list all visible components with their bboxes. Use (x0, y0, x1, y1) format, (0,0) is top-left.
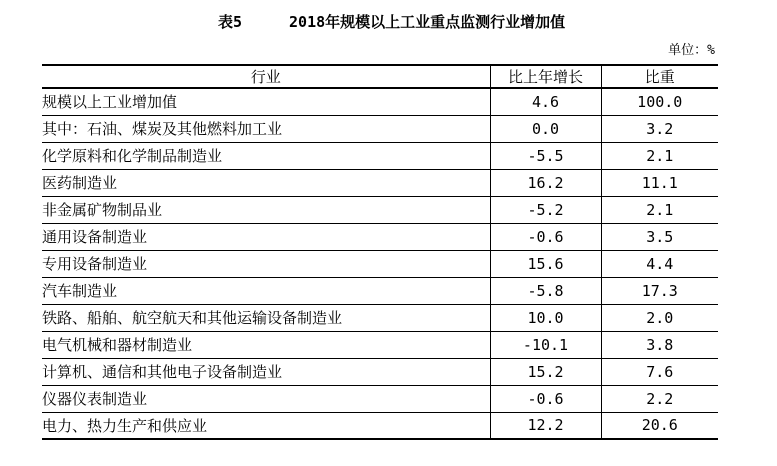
share-cell: 3.5 (601, 223, 718, 250)
industry-cell: 汽车制造业 (42, 277, 490, 304)
industry-cell: 铁路、船舶、航空航天和其他运输设备制造业 (42, 304, 490, 331)
share-cell: 3.2 (601, 115, 718, 142)
table-row (42, 304, 718, 331)
share-cell: 2.1 (601, 142, 718, 169)
table-row (42, 88, 718, 115)
growth-cell: -5.2 (490, 196, 601, 223)
col-header-industry: 行业 (42, 65, 490, 88)
growth-cell: 12.2 (490, 412, 601, 439)
industry-cell: 通用设备制造业 (42, 223, 490, 250)
share-cell: 100.0 (601, 88, 718, 115)
table-row (42, 223, 718, 250)
table-row (42, 250, 718, 277)
table-row (42, 277, 718, 304)
share-cell: 20.6 (601, 412, 718, 439)
growth-cell: 15.6 (490, 250, 601, 277)
table-title: 2018年规模以上工业重点监测行业增加值 (289, 13, 566, 31)
industry-cell: 医药制造业 (42, 169, 490, 196)
col-header-share: 比重 (601, 65, 718, 88)
industry-cell: 规模以上工业增加值 (42, 88, 490, 115)
table-row (42, 169, 718, 196)
table-row (42, 331, 718, 358)
growth-cell: -5.8 (490, 277, 601, 304)
header-row (42, 65, 718, 88)
industry-table (42, 64, 718, 440)
share-cell: 3.8 (601, 331, 718, 358)
share-cell: 2.0 (601, 304, 718, 331)
table-row (42, 142, 718, 169)
growth-cell: -0.6 (490, 223, 601, 250)
industry-cell: 专用设备制造业 (42, 250, 490, 277)
unit-row (0, 39, 717, 58)
share-cell: 11.1 (601, 169, 718, 196)
table-row (42, 385, 718, 412)
table-number: 表5 (218, 13, 243, 31)
share-cell: 2.2 (601, 385, 718, 412)
industry-cell: 非金属矿物制品业 (42, 196, 490, 223)
growth-cell: 16.2 (490, 169, 601, 196)
table-row (42, 412, 718, 439)
share-cell: 7.6 (601, 358, 718, 385)
table-caption (218, 11, 777, 32)
page (0, 11, 777, 466)
table-body (42, 88, 718, 439)
growth-cell: -0.6 (490, 385, 601, 412)
industry-cell: 计算机、通信和其他电子设备制造业 (42, 358, 490, 385)
growth-cell: 15.2 (490, 358, 601, 385)
table-row (42, 115, 718, 142)
share-cell: 4.4 (601, 250, 718, 277)
growth-cell: 10.0 (490, 304, 601, 331)
unit-label: 单位：% (668, 43, 715, 58)
industry-cell: 其中：石油、煤炭及其他燃料加工业 (42, 115, 490, 142)
industry-cell: 仪器仪表制造业 (42, 385, 490, 412)
table-row (42, 196, 718, 223)
industry-cell: 电气机械和器材制造业 (42, 331, 490, 358)
share-cell: 17.3 (601, 277, 718, 304)
share-cell: 2.1 (601, 196, 718, 223)
growth-cell: -10.1 (490, 331, 601, 358)
growth-cell: -5.5 (490, 142, 601, 169)
industry-cell: 电力、热力生产和供应业 (42, 412, 490, 439)
industry-cell: 化学原料和化学制品制造业 (42, 142, 490, 169)
table-row (42, 358, 718, 385)
col-header-growth: 比上年增长 (490, 65, 601, 88)
growth-cell: 4.6 (490, 88, 601, 115)
growth-cell: 0.0 (490, 115, 601, 142)
